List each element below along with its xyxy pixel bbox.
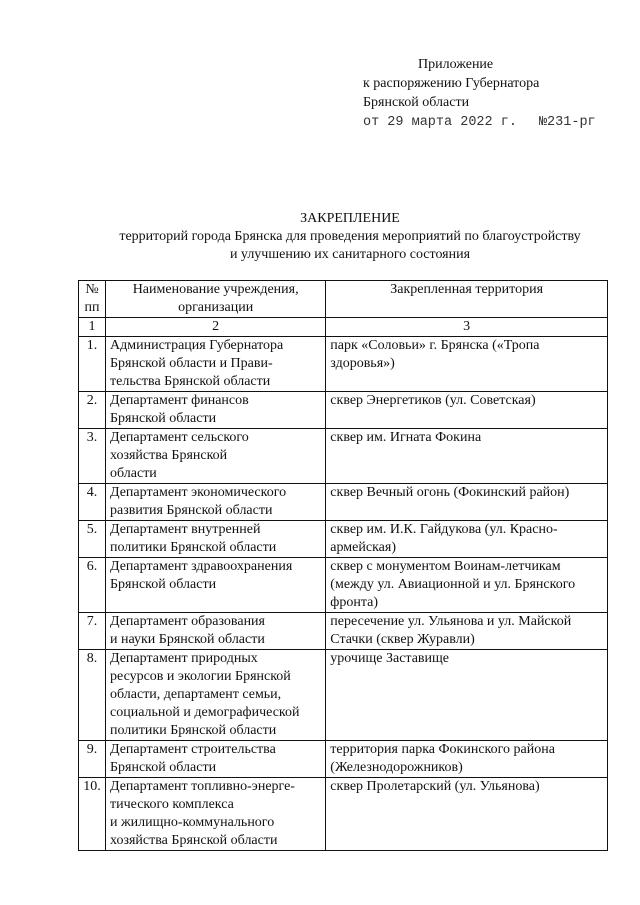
- row-num: 4.: [79, 484, 106, 521]
- row-territory: сквер Энергетиков (ул. Советская): [326, 392, 608, 429]
- row-organization: Департамент внутренней политики Брянской области: [106, 521, 326, 558]
- header-num: № пп: [79, 281, 106, 318]
- row-organization: Департамент строительства Брянской области: [106, 741, 326, 778]
- table-row: [79, 558, 608, 613]
- appendix-date: от 29 марта 2022 г.: [363, 115, 517, 130]
- row-territory: сквер с монументом Воинам-летчикам (между ул. Авиационной и ул. Брянского фронта): [326, 558, 608, 613]
- document-subtitle: и улучшению их санитарного состояния: [229, 247, 471, 262]
- row-num: 9.: [79, 741, 106, 778]
- table-row: [79, 741, 608, 778]
- row-organization: Департамент образования и науки Брянской области: [106, 613, 326, 650]
- row-num: 5.: [79, 521, 106, 558]
- index-cell: 1: [79, 318, 106, 337]
- row-num: 2.: [79, 392, 106, 429]
- table-index-row: [79, 318, 608, 337]
- document-subtitle: территорий города Брянска для проведения мероприятий по благоустройству: [119, 229, 581, 244]
- row-organization: Департамент природных ресурсов и экологии Брянской области, департамент семьи, социальной и демографической политики Брянской области: [106, 650, 326, 741]
- row-organization: Департамент топливно-энерге- тического комплекса и жилищно-коммунального хозяйства Брянской области: [106, 778, 326, 851]
- table-row: [79, 337, 608, 392]
- table-row: [79, 484, 608, 521]
- table-row: [79, 521, 608, 558]
- row-num: 3.: [79, 429, 106, 484]
- table-row: [79, 778, 608, 851]
- row-organization: Администрация Губернатора Брянской области и Прави- тельства Брянской области: [106, 337, 326, 392]
- table-row: [79, 613, 608, 650]
- row-organization: Департамент здравоохранения Брянской области: [106, 558, 326, 613]
- row-territory: пересечение ул. Ульянова и ул. Майской Стачки (сквер Журавли): [326, 613, 608, 650]
- row-territory: территория парка Фокинского района (Железнодорожников): [326, 741, 608, 778]
- document-heading: [90, 210, 610, 264]
- appendix-title: Приложение: [418, 57, 494, 72]
- row-territory: урочище Заставище: [326, 650, 608, 741]
- table-row: [79, 429, 608, 484]
- appendix-number: №231-рг: [538, 115, 596, 130]
- table-row: [79, 392, 608, 429]
- header-organization: Наименование учреждения, организации: [106, 281, 326, 318]
- row-num: 6.: [79, 558, 106, 613]
- row-organization: Департамент сельского хозяйства Брянской области: [106, 429, 326, 484]
- row-num: 10.: [79, 778, 106, 851]
- appendix-line: Брянской области: [363, 95, 470, 110]
- row-territory: сквер Вечный огонь (Фокинский район): [326, 484, 608, 521]
- row-organization: Департамент финансов Брянской области: [106, 392, 326, 429]
- row-territory: сквер им. Игната Фокина: [326, 429, 608, 484]
- row-territory: сквер им. И.К. Гайдукова (ул. Красно- армейская): [326, 521, 608, 558]
- row-organization: Департамент экономического развития Брянской области: [106, 484, 326, 521]
- header-territory: Закрепленная территория: [326, 281, 608, 318]
- row-num: 1.: [79, 337, 106, 392]
- appendix-block: [363, 55, 623, 132]
- assignment-table: [78, 280, 608, 851]
- row-num: 8.: [79, 650, 106, 741]
- row-territory: сквер Пролетарский (ул. Ульянова): [326, 778, 608, 851]
- row-num: 7.: [79, 613, 106, 650]
- index-cell: 3: [326, 318, 608, 337]
- appendix-line: к распоряжению Губернатора: [363, 76, 540, 91]
- appendix-date-line: [363, 112, 623, 132]
- document-title: ЗАКРЕПЛЕНИЕ: [300, 211, 400, 226]
- index-cell: 2: [106, 318, 326, 337]
- table-header-row: [79, 281, 608, 318]
- table-row: [79, 650, 608, 741]
- row-territory: парк «Соловьи» г. Брянска («Тропа здоровья»): [326, 337, 608, 392]
